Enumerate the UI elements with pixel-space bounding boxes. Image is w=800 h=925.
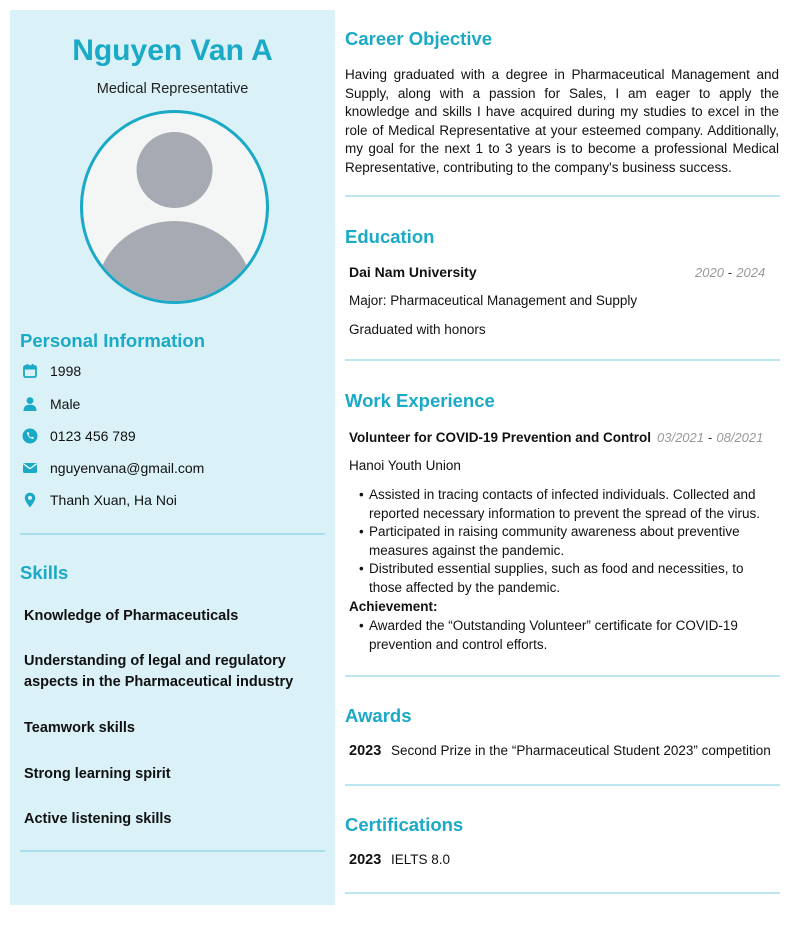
education-end: 2024: [736, 265, 766, 280]
awards-heading: Awards: [345, 705, 412, 726]
personal-address: [22, 490, 177, 510]
skill-item: Active listening skills: [24, 811, 172, 827]
list-item: • Participated in raising community awareness about preventive measures against the pandemic.: [349, 523, 779, 560]
education-dates: [695, 265, 765, 280]
skill-item: Teamwork skills: [24, 720, 135, 736]
phone-icon: [22, 428, 38, 444]
work-start: 03/2021: [657, 430, 704, 445]
email-value[interactable]: nguyenvana@gmail.com: [50, 460, 205, 476]
list-item: • Distributed essential supplies, such as food and necessities, to those affected by the pandemic.: [349, 560, 779, 597]
skill-item: Strong learning spirit: [24, 766, 171, 782]
work-organization: Hanoi Youth Union: [349, 458, 461, 473]
personal-email: [22, 458, 204, 478]
list-item: • Assisted in tracing contacts of infected individuals. Collected and reported necessary information to prevent the spread of the virus.: [349, 486, 779, 523]
personal-birth-year: [22, 361, 81, 381]
award-year: 2023: [349, 743, 382, 759]
certifications-heading: Certifications: [345, 814, 464, 835]
candidate-role: Medical Representative: [96, 81, 249, 97]
skill-item: Knowledge of Pharmaceuticals: [24, 608, 239, 624]
work-bullets: [349, 486, 779, 598]
work-experience-heading: Work Experience: [345, 390, 495, 411]
personal-info-heading: Personal Information: [20, 330, 206, 351]
personal-phone: [22, 426, 136, 446]
email-icon: [22, 460, 38, 476]
skills-heading: Skills: [20, 562, 69, 583]
career-objective-text: Having graduated with a degree in Pharmaceutical Management and Supply, along with a passion for Sales, I am eager to apply the knowledge and skills I have acquired during my studies to excel in the role of Medical Representative at your esteemed company. Additionally, my goal for the next 1 to 3 years is to become a professional Medical Representative, contributing to the company's business success.: [345, 67, 779, 175]
section-divider: [345, 675, 780, 677]
award-text: Second Prize in the “Pharmaceutical Student 2023” competition: [391, 743, 771, 758]
section-divider: [345, 784, 780, 786]
certification-year: 2023: [349, 852, 382, 868]
section-divider: [345, 359, 780, 361]
education-school: Dai Nam University: [349, 264, 477, 280]
birth-year-value: 1998: [50, 363, 82, 379]
personal-gender: [22, 394, 80, 414]
education-major: Major: Pharmaceutical Management and Supply: [349, 293, 638, 308]
certification-text: IELTS 8.0: [391, 852, 451, 867]
candidate-name: Nguyen Van A: [72, 34, 273, 67]
sidebar: [10, 10, 335, 905]
calendar-icon: [22, 363, 38, 379]
work-title: Volunteer for COVID-19 Prevention and Control: [349, 430, 652, 445]
achievement-label: Achievement:: [349, 599, 438, 614]
education-note: Graduated with honors: [349, 322, 486, 337]
gender-value: Male: [50, 396, 81, 412]
phone-value[interactable]: 0123 456 789: [50, 428, 136, 444]
sidebar-divider: [20, 850, 325, 852]
work-dates: [657, 430, 763, 445]
section-divider: [345, 195, 780, 197]
skill-item: Understanding of legal and regulatory aspects in the Pharmaceutical industry: [24, 653, 294, 690]
career-objective-heading: Career Objective: [345, 28, 493, 49]
person-icon: [22, 396, 38, 412]
education-heading: Education: [345, 226, 435, 247]
location-pin-icon: [22, 492, 38, 508]
achievement-bullets: [349, 617, 779, 654]
education-start: 2020: [695, 265, 724, 280]
section-divider: [345, 892, 780, 894]
avatar-placeholder-icon: [83, 113, 266, 301]
date-separator: -: [708, 430, 713, 445]
address-value: Thanh Xuan, Ha Noi: [50, 492, 177, 508]
list-item: • Awarded the “Outstanding Volunteer” certificate for COVID-19 prevention and control efforts.: [349, 617, 779, 654]
avatar: [80, 110, 269, 304]
work-end: 08/2021: [716, 430, 764, 445]
date-separator: -: [727, 265, 733, 280]
sidebar-divider: [20, 533, 325, 535]
